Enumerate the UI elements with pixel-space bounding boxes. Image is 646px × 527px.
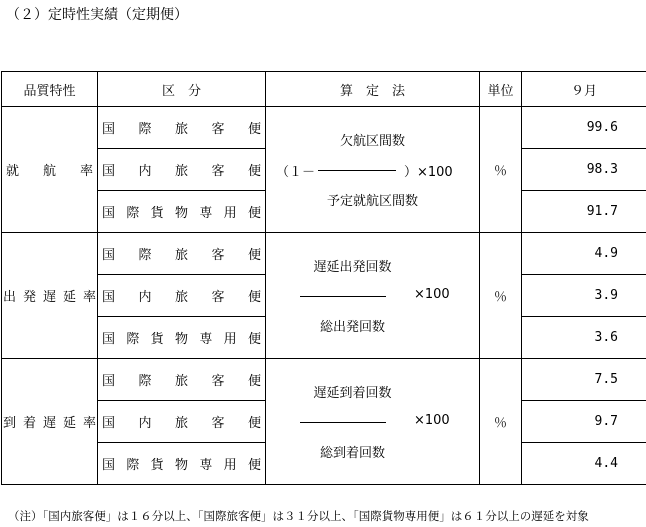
header-unit: 単位 [480,72,522,107]
header-category: 区 分 [98,72,266,107]
value-cell: 7.5 [522,359,646,401]
unit-cell: ％ [480,233,522,359]
quality-label-text: 到 着 遅 延 率 [3,416,96,431]
header-month: ９月 [522,72,646,107]
quality-label [2,359,98,485]
value-cell: 91.7 [522,191,646,233]
category-dom-passenger: 国 内 旅 客 便 [98,149,266,191]
formula-cell [266,359,480,485]
category-intl-passenger: 国 際 旅 客 便 [98,107,266,149]
fraction-bar [318,170,396,171]
formula-cell [266,107,480,233]
formula-cell [266,233,480,359]
formula-denominator: 予定就航区間数 [326,194,418,209]
table-row [2,107,646,149]
header-quality: 品質特性 [2,72,98,107]
formula-numerator: 遅延到着回数 [313,386,392,401]
quality-label [2,233,98,359]
section-title: （２）定時性実績（定期便） [6,7,188,23]
value-cell: 4.4 [522,443,646,485]
value-cell: 3.9 [522,275,646,317]
footnote: （注）「国内旅客便」は１６分以上、「国際旅客便」は３１分以上、「国際貨物専用便」は６１分以上の遅延を対象 [8,509,589,523]
header-row [2,72,646,107]
value-cell: 99.6 [522,107,646,149]
category-dom-passenger: 国 内 旅 客 便 [98,401,266,443]
value-cell: 4.9 [522,233,646,275]
table-row [2,233,646,275]
value-cell: 98.3 [522,149,646,191]
formula-numerator: 遅延出発回数 [313,260,392,275]
formula-suffix: ）×100 [404,165,453,180]
category-intl-cargo: 国 際 貨 物 専 用 便 [98,317,266,359]
table-row [2,359,646,401]
formula-denominator: 総出発回数 [319,320,385,335]
category-intl-passenger: 国 際 旅 客 便 [98,233,266,275]
unit-cell: ％ [480,359,522,485]
category-intl-cargo: 国 際 貨 物 専 用 便 [98,191,266,233]
formula-denominator: 総到着回数 [319,446,385,461]
formula-suffix: ×100 [414,287,450,302]
category-intl-cargo: 国 際 貨 物 専 用 便 [98,443,266,485]
category-dom-passenger: 国 内 旅 客 便 [98,275,266,317]
quality-label-text: 出 発 遅 延 率 [3,290,96,305]
formula-numerator: 欠航区間数 [339,134,405,149]
category-intl-passenger: 国 際 旅 客 便 [98,359,266,401]
value-cell: 9.7 [522,401,646,443]
quality-label [2,107,98,233]
formula-prefix: （１－ [276,165,316,180]
fraction-bar [300,296,386,297]
fraction-bar [300,422,386,423]
header-formula: 算 定 法 [266,72,480,107]
punctuality-table [1,71,646,485]
value-cell: 3.6 [522,317,646,359]
quality-label-text: 就 航 率 [6,164,93,179]
formula-suffix: ×100 [414,413,450,428]
unit-cell: ％ [480,107,522,233]
